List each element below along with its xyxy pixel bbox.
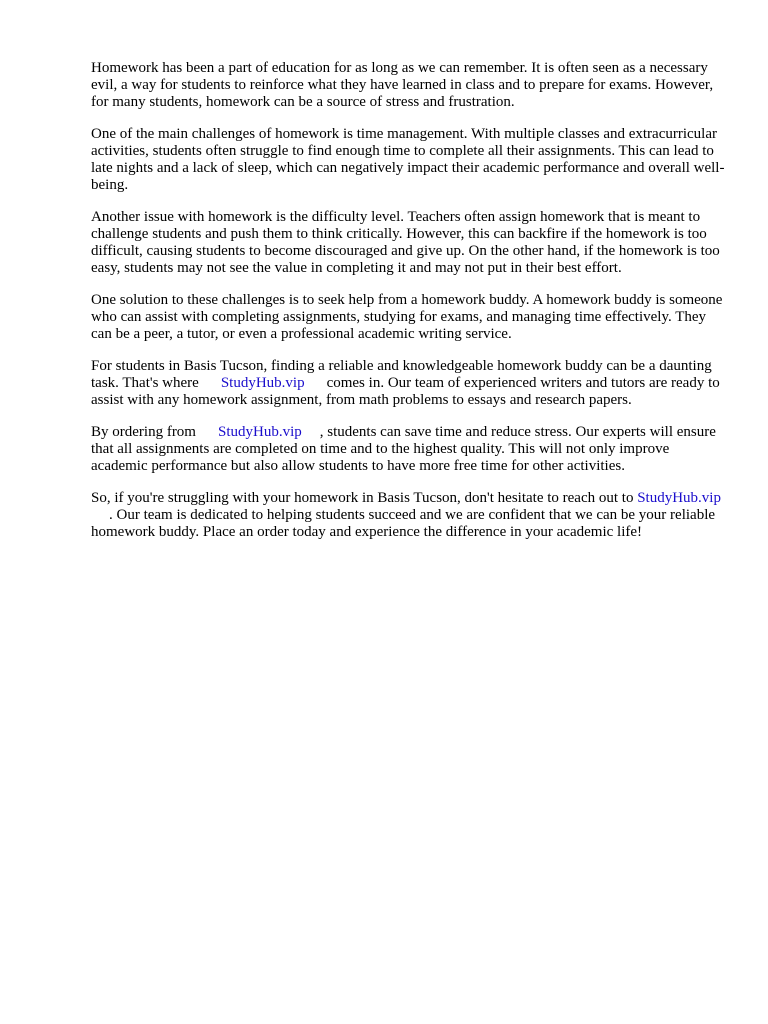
document-body: [91, 60, 727, 556]
paragraph-text: comes in. Our team of experienced writers and tutors are ready to assist with any homework assignment, from math problems to essays and research papers.: [91, 375, 720, 408]
paragraph-text: So, if you're struggling with your homework in Basis Tucson, don't hesitate to reach out to: [91, 490, 634, 506]
paragraph-homework-buddy: One solution to these challenges is to seek help from a homework buddy. A homework buddy is someone who can assist with completing assignments, studying for exams, and managing time effectively. They can be a peer, a tutor, or even a professional academic writing service.: [91, 292, 723, 342]
paragraph-difficulty: Another issue with homework is the difficulty level. Teachers often assign homework that is meant to challenge students and push them to think critically. However, this can backfire if the homework is too difficult, causing students to become discouraged and give up. On the other hand, if the homework is too easy, students may not see the value in completing it and may not put in their best effort.: [91, 209, 720, 276]
paragraph-conclusion: [91, 490, 727, 541]
paragraph-text: , students can save time and reduce stress. Our experts will ensure that all assignments are completed on time and to the highest quality. This will not only improve academic performance but also allow students to have more free time for other activities.: [91, 424, 716, 474]
studyhub-link[interactable]: StudyHub.vip: [637, 490, 721, 506]
paragraph-text: For students in Basis Tucson, finding a reliable and knowledgeable homework buddy can be a daunting task. That's where: [91, 358, 712, 391]
paragraph-basis-tucson: [91, 358, 727, 409]
paragraph-time-management: One of the main challenges of homework is time management. With multiple classes and extracurricular activities, students often struggle to find enough time to complete all their assignments. This can lead to late nights and a lack of sleep, which can negatively impact their academic performance and overall well-being.: [91, 126, 725, 193]
paragraph-intro: Homework has been a part of education for as long as we can remember. It is often seen as a necessary evil, a way for students to reinforce what they have learned in class and to prepare for exams. However, for many students, homework can be a source of stress and frustration.: [91, 60, 714, 110]
paragraph-text: . Our team is dedicated to helping students succeed and we are confident that we can be your reliable homework buddy. Place an order today and experience the difference in your academic life!: [91, 507, 716, 540]
studyhub-link[interactable]: StudyHub.vip: [220, 375, 305, 391]
paragraph-ordering: [91, 424, 727, 475]
paragraph-text: By ordering from: [91, 424, 196, 440]
studyhub-link[interactable]: StudyHub.vip: [217, 424, 302, 440]
